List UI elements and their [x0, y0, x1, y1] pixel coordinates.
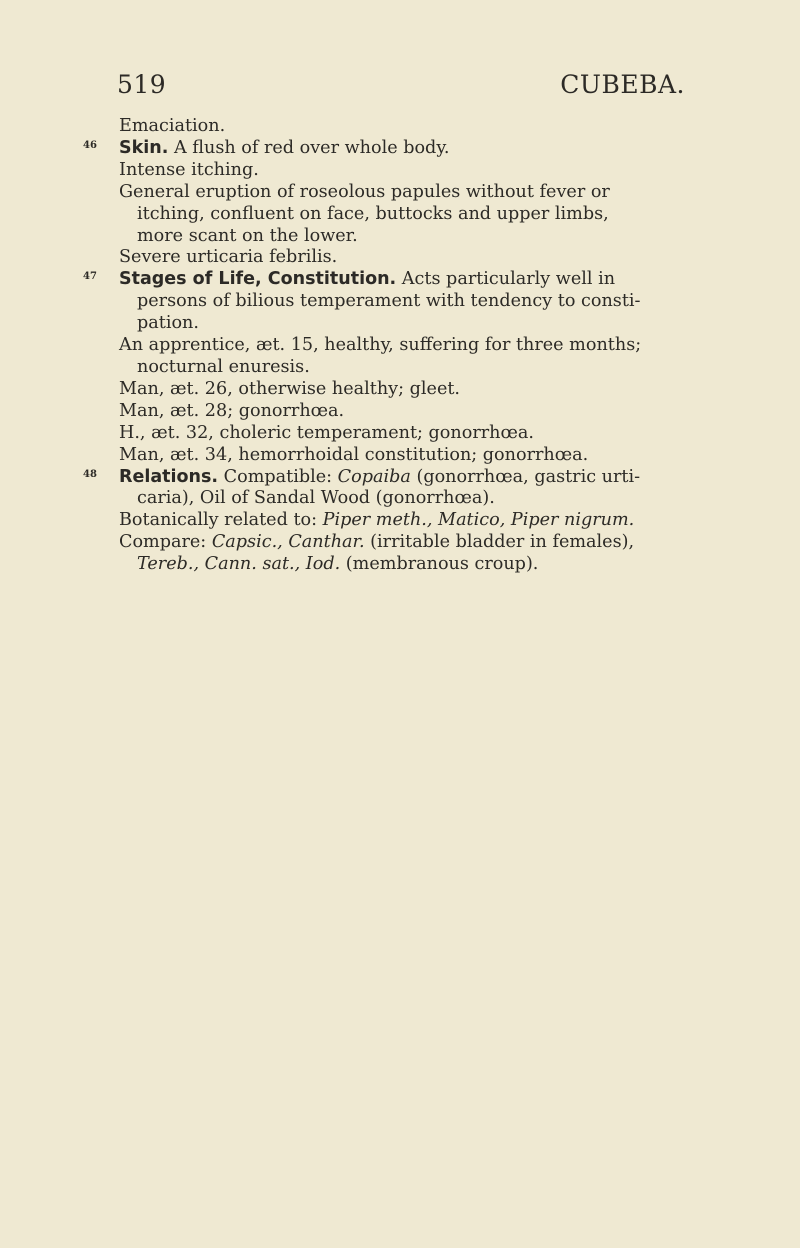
text-line	[83, 401, 713, 423]
section-heading: Skin.	[119, 137, 169, 158]
line-text: persons of bilious temperament with tendency to consti-	[137, 291, 641, 312]
text-line	[83, 160, 713, 182]
text-line	[83, 532, 713, 554]
line-text: H., æt. 32, choleric temperament; gonorrhœa.	[119, 422, 534, 443]
line-text: (gonorrhœa, gastric urti-	[410, 466, 641, 487]
text-line	[83, 510, 713, 532]
line-text: Man, æt. 26, otherwise healthy; gleet.	[119, 378, 461, 399]
text-line	[83, 182, 713, 204]
running-title: CUBEBA.	[560, 70, 685, 99]
text-line	[83, 335, 713, 357]
remedy-names: Capsic., Canthar.	[211, 532, 365, 553]
line-text: Man, æt. 34, hemorrhoidal constitution; gonorrhœa.	[119, 444, 589, 465]
line-text: Compatible:	[218, 466, 338, 487]
section-relations	[83, 467, 713, 489]
line-text: Emaciation.	[119, 116, 226, 136]
page-body	[83, 116, 713, 576]
text-line	[83, 357, 713, 379]
line-text: Intense itching.	[119, 159, 259, 180]
section-heading: Relations.	[119, 466, 219, 487]
line-text: Man, æt. 28; gonorrhœa.	[119, 400, 345, 421]
paragraph-number: 47	[83, 271, 97, 283]
remedy-names: Piper meth., Matico, Piper nigrum.	[322, 510, 635, 531]
line-text: An apprentice, æt. 15, healthy, suffering for three months;	[119, 335, 642, 356]
text-line	[83, 379, 713, 401]
text-line	[83, 247, 713, 269]
section-skin	[83, 138, 713, 160]
line-text: nocturnal enuresis.	[137, 356, 310, 377]
text-line	[83, 226, 713, 248]
section-heading: Stages of Life, Constitution.	[119, 269, 397, 290]
remedy-names: Tereb., Cann. sat., Iod.	[137, 554, 341, 575]
paragraph-number: 46	[83, 139, 97, 151]
text-line	[83, 204, 713, 226]
line-text: Compare:	[119, 532, 212, 553]
page-number: 519	[117, 70, 167, 99]
line-text: Acts particularly well in	[396, 269, 616, 290]
line-text: itching, confluent on face, buttocks and upper limbs,	[137, 203, 609, 224]
line-text: pation.	[137, 313, 199, 334]
text-line	[83, 313, 713, 335]
text-line	[83, 423, 713, 445]
section-stages	[83, 269, 713, 291]
text-line	[83, 554, 713, 576]
text-line	[83, 445, 713, 467]
line-text: General eruption of roseolous papules without fever or	[119, 181, 610, 202]
text-line	[83, 116, 713, 138]
line-text: caria), Oil of Sandal Wood (gonorrhœa).	[137, 488, 495, 509]
line-text: Severe urticaria febrilis.	[119, 247, 338, 268]
text-line	[83, 291, 713, 313]
line-text: (membranous croup).	[340, 554, 539, 575]
paragraph-number: 48	[83, 468, 97, 480]
line-text: (irritable bladder in females),	[364, 532, 635, 553]
line-text: more scant on the lower.	[137, 225, 358, 246]
line-text: Botanically related to:	[119, 510, 323, 531]
line-text: A flush of red over whole body.	[168, 137, 450, 158]
text-line	[83, 488, 713, 510]
remedy-name: Copaiba	[337, 466, 411, 487]
